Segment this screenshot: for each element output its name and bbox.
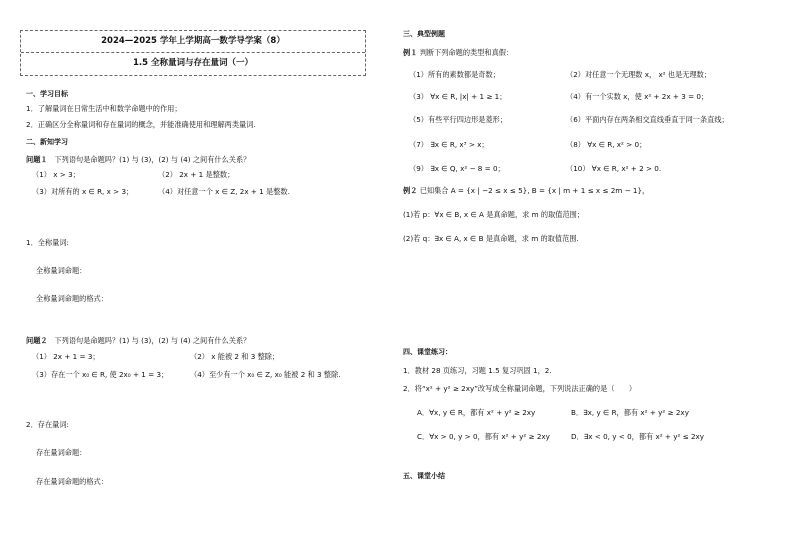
existential-quantifier-title: 2．存在量词: [26,420,69,429]
question-1 [26,155,250,164]
section-new-knowledge: 二、新知学习 [26,138,68,146]
question-2-text: 下列语句是命题吗？(1) 与 (3)，(2) 与 (4) 之间有什么关系？ [54,336,251,345]
example-1-item-6: （6）平面内存在两条相交直线垂直于同一条直线； [566,115,729,124]
example-1-text: 判断下列命题的类型和真假： [419,48,514,57]
option-a: A．∀x, y ∈ R，都有 x² + y² ≥ 2xy [417,408,536,417]
question-2-item-1: （1） 2x + 1 = 3； [32,352,100,361]
question-2-item-3: （3）存在一个 x₀ ∈ R, 使 2x₀ + 1 = 3； [32,370,169,379]
question-1-item-4: （4）对任意一个 x ∈ Z, 2x + 1 是整数. [158,187,290,196]
example-2-text: 已知集合 A = {x | −2 ≤ x ≤ 5}, B = {x | m + 1 ≤ x ≤ 2m − 1}， [419,186,650,195]
page-title: 2024—2025 学年上学期高一数学导学案（8） [101,36,285,46]
question-2 [26,336,250,345]
section-learning-goals: 一、学习目标 [26,90,68,98]
question-1-item-2: （2） 2x + 1 是整数； [158,170,235,179]
practice-1: 1．教材 28 页练习，习题 1.5 复习巩固 1，2. [403,366,552,375]
example-1-item-5: （5）有些平行四边形是菱形； [409,115,508,124]
title-box [20,30,366,76]
section-class-practice: 四、课堂练习： [403,348,452,356]
page-subtitle: 1.5 全称量词与存在量词（一） [132,58,254,68]
example-1-item-8: （8） ∀x ∈ R, x² > 0； [566,140,647,149]
existential-proposition-format-label: 存在量词命题的格式： [36,477,108,486]
example-1-label: 例１ [403,48,418,57]
example-2 [403,186,649,195]
universal-proposition-format-label: 全称量词命题的格式： [36,294,108,303]
title-divider [21,52,365,53]
example-1-item-10: （10） ∀x ∈ R, x² + 2 > 0. [566,164,662,173]
example-1-item-1: （1）所有的素数都是奇数； [409,70,500,79]
example-1-item-9: （9） ∃x ∈ Q, x² − 8 = 0； [409,164,505,173]
example-2-part-2: (2)若 q：∃x ∈ A, x ∈ B 是真命题，求 m 的取值范围. [403,234,579,243]
option-b: B．∃x, y ∈ R，都有 x² + y² ≥ 2xy [571,408,689,417]
universal-proposition-label: 全称量词命题： [36,266,87,275]
option-c: C．∀x > 0, y > 0，都有 x² + y² ≥ 2xy [417,432,550,441]
example-1 [403,48,513,57]
question-1-label: 问题１ [26,155,48,164]
example-1-item-4: （4）有一个实数 x，使 x² + 2x + 3 = 0； [566,92,709,101]
example-1-item-2: （2）对任意一个无理数 x， x² 也是无理数； [566,70,712,79]
example-1-item-7: （7） ∃x ∈ R, x³ > x； [409,140,489,149]
example-2-label: 例２ [403,186,418,195]
universal-quantifier-title: 1．全称量词: [26,238,69,247]
section-class-summary: 五、课堂小结 [403,472,445,480]
question-1-item-3: （3）对所有的 x ∈ R, x > 3； [32,187,134,196]
section-typical-examples: 三、典型例题 [403,30,445,38]
question-1-item-1: （1） x > 3； [32,170,80,179]
option-d: D．∃x < 0, y < 0，都有 x² + y² ≤ 2xy [571,432,705,441]
goal-1: 1．了解量词在日常生活中和数学命题中的作用； [26,104,182,113]
question-2-item-4: （4）至少有一个 x₀ ∈ Z, x₀ 能被 2 和 3 整除. [190,370,341,379]
question-2-label: 问题２ [26,336,48,345]
example-2-part-1: (1)若 p：∀x ∈ B, x ∈ A 是真命题，求 m 的取值范围； [403,210,585,219]
goal-2: 2．正确区分全称量词和存在量词的概念，并能准确使用和理解两类量词. [26,120,256,129]
practice-2: 2．将“x² + y² ≥ 2xy”改写成全称量词命题，下列说法正确的是（ ） [403,384,637,393]
question-1-text: 下列语句是命题吗？(1) 与 (3)，(2) 与 (4) 之间有什么关系？ [54,155,251,164]
existential-proposition-label: 存在量词命题： [36,448,87,457]
example-1-item-3: （3） ∀x ∈ R, |x| + 1 ≥ 1； [409,92,507,101]
question-2-item-2: （2） x 能被 2 和 3 整除； [190,352,280,361]
